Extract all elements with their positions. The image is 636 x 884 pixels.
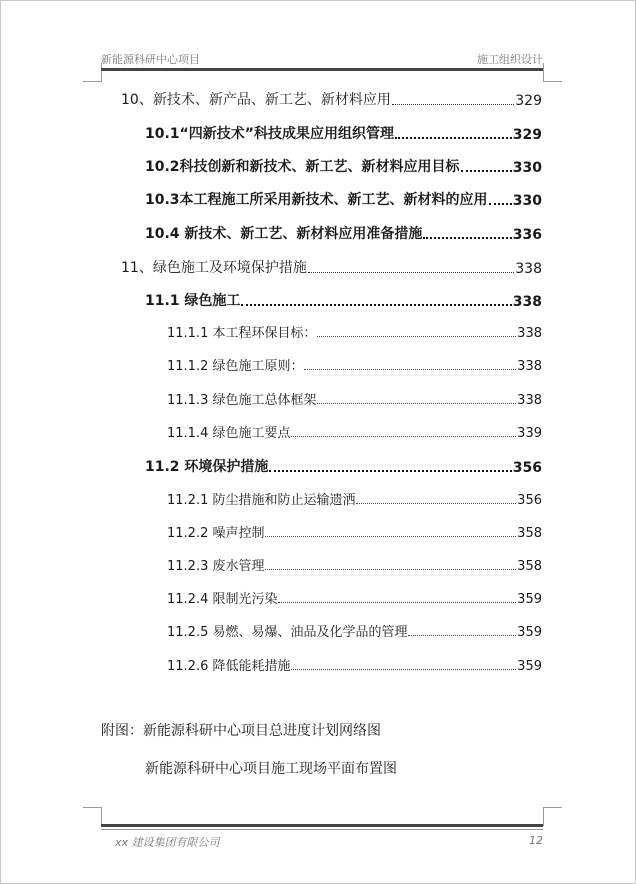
toc-entry-title: 11.1 绿色施工 (145, 293, 241, 309)
footer-company: xx 建设集团有限公司 (115, 836, 220, 849)
crop-mark-bottom-left (83, 807, 102, 826)
header-project-name: 新能源科研中心项目 (101, 53, 200, 66)
toc-entry-title: 11.2.3 废水管理 (167, 559, 265, 574)
toc-leader-dots (356, 502, 516, 504)
toc-entry-title: 11.1.3 绿色施工总体框架 (167, 393, 317, 408)
toc-leader-dots (395, 136, 512, 139)
toc-entry[interactable] (145, 456, 542, 476)
toc-entry[interactable] (145, 123, 542, 143)
toc-entry-title: 10.4 新技术、新工艺、新材料应用准备措施 (145, 226, 423, 242)
toc-leader-dots (291, 668, 516, 670)
toc-entry-page: 338 (515, 261, 542, 277)
toc-entry[interactable] (167, 389, 542, 408)
toc-leader-dots (265, 535, 516, 537)
toc-entry[interactable] (167, 322, 542, 341)
toc-entry[interactable] (167, 588, 542, 607)
toc-entry-title: 11.2.1 防尘措施和防止运输遗洒 (167, 493, 356, 508)
toc-entry-title: 11.1.1 本工程环保目标： (167, 326, 317, 341)
toc-entry-page: 338 (517, 326, 542, 341)
toc-entry-page: 338 (517, 359, 542, 374)
toc-entry[interactable] (167, 489, 542, 508)
toc-leader-dots (317, 335, 516, 337)
toc-leader-dots (317, 402, 516, 404)
crop-mark-top-left (83, 63, 102, 82)
toc-entry-page: 359 (517, 592, 542, 607)
toc-leader-dots (269, 469, 511, 472)
toc-entry[interactable] (145, 290, 542, 310)
page-number: 12 (529, 834, 543, 847)
toc-entry-title: 11.2.2 噪声控制 (167, 526, 265, 541)
header-doc-type: 施工组织设计 (477, 53, 543, 66)
toc-entry-title: 11.1.4 绿色施工要点 (167, 426, 291, 441)
toc-leader-dots (241, 303, 511, 306)
toc-entry-page: 329 (512, 127, 542, 143)
toc-entry-title: 10.1“四新技术”科技成果应用组织管理 (145, 126, 394, 142)
toc-leader-dots (392, 103, 514, 105)
toc-entry-page: 338 (512, 294, 542, 310)
toc-entry-page: 330 (512, 193, 542, 209)
toc-entry-page: 330 (512, 160, 542, 176)
toc-entry-page: 336 (512, 227, 542, 243)
toc-entry-title: 11、绿色施工及环境保护措施 (121, 260, 307, 276)
appendix-line-1: 附图：新能源科研中心项目总进度计划网络图 (101, 723, 381, 739)
toc-entry-page: 358 (517, 559, 542, 574)
toc-entry-page: 359 (517, 659, 542, 674)
toc-entry[interactable] (167, 655, 542, 674)
toc-leader-dots (291, 435, 516, 437)
toc-entry-page: 339 (517, 426, 542, 441)
toc-entry-page: 359 (517, 625, 542, 640)
toc-entry[interactable] (121, 257, 542, 277)
toc-entry[interactable] (167, 422, 542, 441)
toc-entry-title: 10.2科技创新和新技术、新工艺、新材料应用目标 (145, 159, 460, 175)
crop-mark-bottom-right (543, 807, 562, 826)
footer-rule (101, 824, 543, 827)
footer-rule-thin (101, 829, 543, 830)
toc-entry-page: 329 (515, 93, 542, 109)
toc-leader-dots (278, 601, 516, 603)
toc-leader-dots (308, 271, 514, 273)
toc-entry-title: 11.2.5 易燃、易爆、油品及化学品的管理 (167, 625, 408, 640)
toc-entry-title: 10、新技术、新产品、新工艺、新材料应用 (121, 92, 391, 108)
toc-leader-dots (265, 568, 516, 570)
toc-entry[interactable] (167, 522, 542, 541)
toc-entry-title: 11.1.2 绿色施工原则： (167, 359, 304, 374)
toc-entry-page: 356 (512, 460, 542, 476)
toc-entry-page: 358 (517, 526, 542, 541)
toc-entry[interactable] (145, 189, 542, 209)
toc-entry-page: 356 (517, 493, 542, 508)
toc-entry-title: 11.2.6 降低能耗措施 (167, 659, 291, 674)
toc-entry[interactable] (121, 89, 542, 109)
toc-entry-page: 338 (517, 393, 542, 408)
toc-entry[interactable] (167, 555, 542, 574)
toc-leader-dots (461, 169, 512, 172)
toc-leader-dots (408, 634, 516, 636)
toc-entry[interactable] (167, 355, 542, 374)
header-rule (101, 68, 543, 71)
toc-leader-dots (304, 368, 516, 370)
toc-entry[interactable] (167, 621, 542, 640)
toc-leader-dots (423, 236, 511, 239)
crop-mark-top-right (543, 63, 562, 82)
appendix-line-2: 新能源科研中心项目施工现场平面布置图 (145, 761, 397, 777)
toc-entry[interactable] (145, 223, 542, 243)
toc-entry-title: 11.2 环境保护措施 (145, 459, 269, 475)
toc-entry-title: 10.3本工程施工所采用新技术、新工艺、新材料的应用 (145, 192, 488, 208)
page-header (101, 48, 543, 66)
toc-entry-title: 11.2.4 限制光污染 (167, 592, 278, 607)
toc-entry[interactable] (145, 156, 542, 176)
toc-leader-dots (489, 202, 512, 205)
